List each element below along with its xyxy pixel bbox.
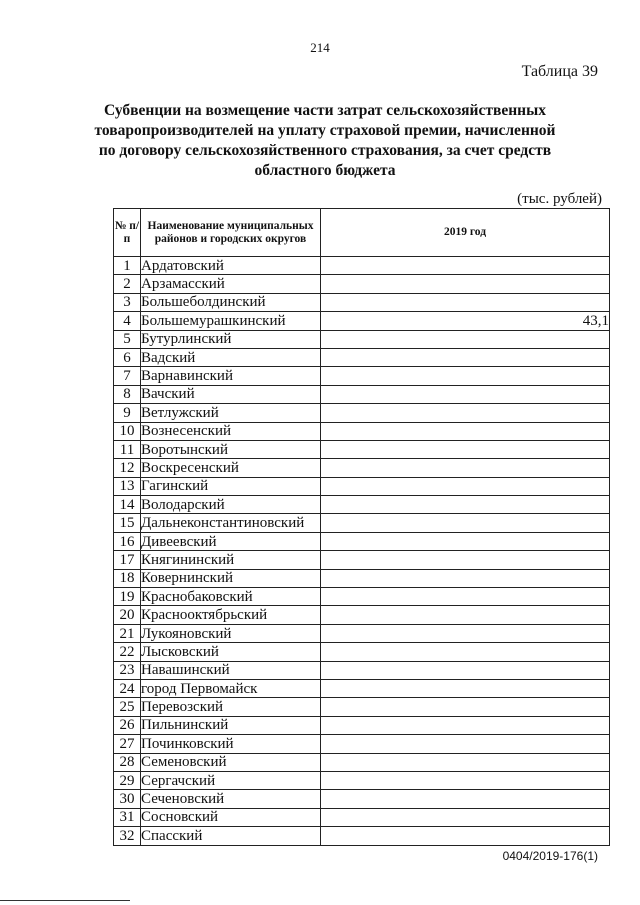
row-value	[321, 679, 610, 697]
row-value	[321, 367, 610, 385]
table-row	[114, 496, 610, 514]
row-value	[321, 422, 610, 440]
row-value	[321, 404, 610, 422]
row-number: 6	[114, 348, 141, 366]
row-number: 5	[114, 330, 141, 348]
row-value	[321, 753, 610, 771]
row-number: 28	[114, 753, 141, 771]
row-value	[321, 588, 610, 606]
row-number: 7	[114, 367, 141, 385]
row-value	[321, 496, 610, 514]
row-number: 14	[114, 496, 141, 514]
table-row	[114, 661, 610, 679]
row-name: Ковернинский	[141, 569, 321, 587]
row-value	[321, 698, 610, 716]
table-body	[114, 257, 610, 846]
table-row	[114, 404, 610, 422]
row-value	[321, 643, 610, 661]
row-value	[321, 477, 610, 495]
table-row	[114, 275, 610, 293]
row-value	[321, 569, 610, 587]
row-value	[321, 257, 610, 275]
row-name: Воротынский	[141, 440, 321, 458]
table-row	[114, 551, 610, 569]
table-header-row	[114, 209, 610, 257]
row-number: 19	[114, 588, 141, 606]
row-number: 9	[114, 404, 141, 422]
table-row	[114, 624, 610, 642]
row-name: Бутурлинский	[141, 330, 321, 348]
row-number: 11	[114, 440, 141, 458]
row-number: 30	[114, 790, 141, 808]
row-name: Семеновский	[141, 753, 321, 771]
table-row	[114, 827, 610, 845]
row-name: Вачский	[141, 385, 321, 403]
table-row	[114, 753, 610, 771]
row-value	[321, 440, 610, 458]
row-name: Княгининский	[141, 551, 321, 569]
row-name: Пильнинский	[141, 716, 321, 734]
row-name: Починковский	[141, 735, 321, 753]
header-name: Наименование муниципальных районов и городских округов	[141, 209, 321, 257]
table-row	[114, 367, 610, 385]
row-name: Лукояновский	[141, 624, 321, 642]
row-number: 25	[114, 698, 141, 716]
header-number: № п/п	[114, 209, 141, 257]
header-year: 2019 год	[321, 209, 610, 257]
row-value	[321, 606, 610, 624]
row-number: 1	[114, 257, 141, 275]
row-value	[321, 532, 610, 550]
title-line-4: областного бюджета	[254, 162, 396, 179]
row-name: Вознесенский	[141, 422, 321, 440]
row-name: Сосновский	[141, 808, 321, 826]
row-name: Перевозский	[141, 698, 321, 716]
row-value	[321, 735, 610, 753]
table-row	[114, 588, 610, 606]
row-number: 8	[114, 385, 141, 403]
table-row	[114, 716, 610, 734]
row-value	[321, 275, 610, 293]
table-row	[114, 440, 610, 458]
row-number: 29	[114, 771, 141, 789]
table-row	[114, 790, 610, 808]
page-number: 214	[310, 40, 330, 55]
row-number: 21	[114, 624, 141, 642]
row-number: 24	[114, 679, 141, 697]
table-row	[114, 569, 610, 587]
table-row	[114, 606, 610, 624]
footer-rule	[0, 900, 130, 901]
row-value	[321, 551, 610, 569]
row-name: Вадский	[141, 348, 321, 366]
row-number: 31	[114, 808, 141, 826]
row-value	[321, 827, 610, 845]
document-code: 0404/2019-176(1)	[502, 849, 598, 863]
table-row	[114, 643, 610, 661]
row-number: 20	[114, 606, 141, 624]
row-name: Воскресенский	[141, 459, 321, 477]
row-name: Сергачский	[141, 771, 321, 789]
row-value	[321, 790, 610, 808]
table-row	[114, 422, 610, 440]
row-value	[321, 716, 610, 734]
row-name: Сеченовский	[141, 790, 321, 808]
row-value	[321, 330, 610, 348]
row-value	[321, 293, 610, 311]
table-row	[114, 771, 610, 789]
table-row	[114, 459, 610, 477]
row-value	[321, 808, 610, 826]
row-number: 18	[114, 569, 141, 587]
row-number: 27	[114, 735, 141, 753]
row-name: город Первомайск	[141, 679, 321, 697]
row-name: Навашинский	[141, 661, 321, 679]
row-value: 43,1	[321, 312, 610, 330]
row-value	[321, 348, 610, 366]
row-name: Гагинский	[141, 477, 321, 495]
row-name: Арзамасский	[141, 275, 321, 293]
table-row	[114, 477, 610, 495]
row-name: Краснобаковский	[141, 588, 321, 606]
table-row	[114, 257, 610, 275]
table-row	[114, 385, 610, 403]
document-title	[90, 101, 560, 181]
table-row	[114, 348, 610, 366]
table-row	[114, 532, 610, 550]
row-number: 4	[114, 312, 141, 330]
row-number: 17	[114, 551, 141, 569]
row-number: 15	[114, 514, 141, 532]
row-number: 16	[114, 532, 141, 550]
table-row	[114, 514, 610, 532]
row-value	[321, 771, 610, 789]
row-name: Дивеевский	[141, 532, 321, 550]
row-value	[321, 385, 610, 403]
row-number: 32	[114, 827, 141, 845]
title-line-1: Субвенции на возмещение части затрат сельскохозяйственных	[104, 102, 546, 119]
row-value	[321, 514, 610, 532]
row-number: 10	[114, 422, 141, 440]
table-label: Таблица 39	[521, 63, 598, 80]
table-row	[114, 679, 610, 697]
title-line-3: по договору сельскохозяйственного страхования, за счет средств	[98, 142, 552, 159]
row-value	[321, 661, 610, 679]
row-value	[321, 624, 610, 642]
row-number: 23	[114, 661, 141, 679]
row-name: Дальнеконстантиновский	[141, 514, 321, 532]
row-number: 13	[114, 477, 141, 495]
table-row	[114, 735, 610, 753]
row-name: Лысковский	[141, 643, 321, 661]
row-name: Варнавинский	[141, 367, 321, 385]
row-name: Спасский	[141, 827, 321, 845]
row-number: 22	[114, 643, 141, 661]
row-name: Большеболдинский	[141, 293, 321, 311]
row-number: 2	[114, 275, 141, 293]
title-line-2: товаропроизводителей на уплату страховой премии, начисленной	[94, 122, 556, 139]
row-name: Большемурашкинский	[141, 312, 321, 330]
table-row	[114, 312, 610, 330]
row-number: 3	[114, 293, 141, 311]
table-row	[114, 293, 610, 311]
table-row	[114, 698, 610, 716]
row-name: Володарский	[141, 496, 321, 514]
row-name: Краснооктябрьский	[141, 606, 321, 624]
table-row	[114, 330, 610, 348]
row-name: Ардатовский	[141, 257, 321, 275]
table-row	[114, 808, 610, 826]
subvention-table	[113, 208, 610, 846]
row-value	[321, 459, 610, 477]
row-number: 12	[114, 459, 141, 477]
row-name: Ветлужский	[141, 404, 321, 422]
units-label: (тыс. рублей)	[517, 191, 602, 207]
row-number: 26	[114, 716, 141, 734]
